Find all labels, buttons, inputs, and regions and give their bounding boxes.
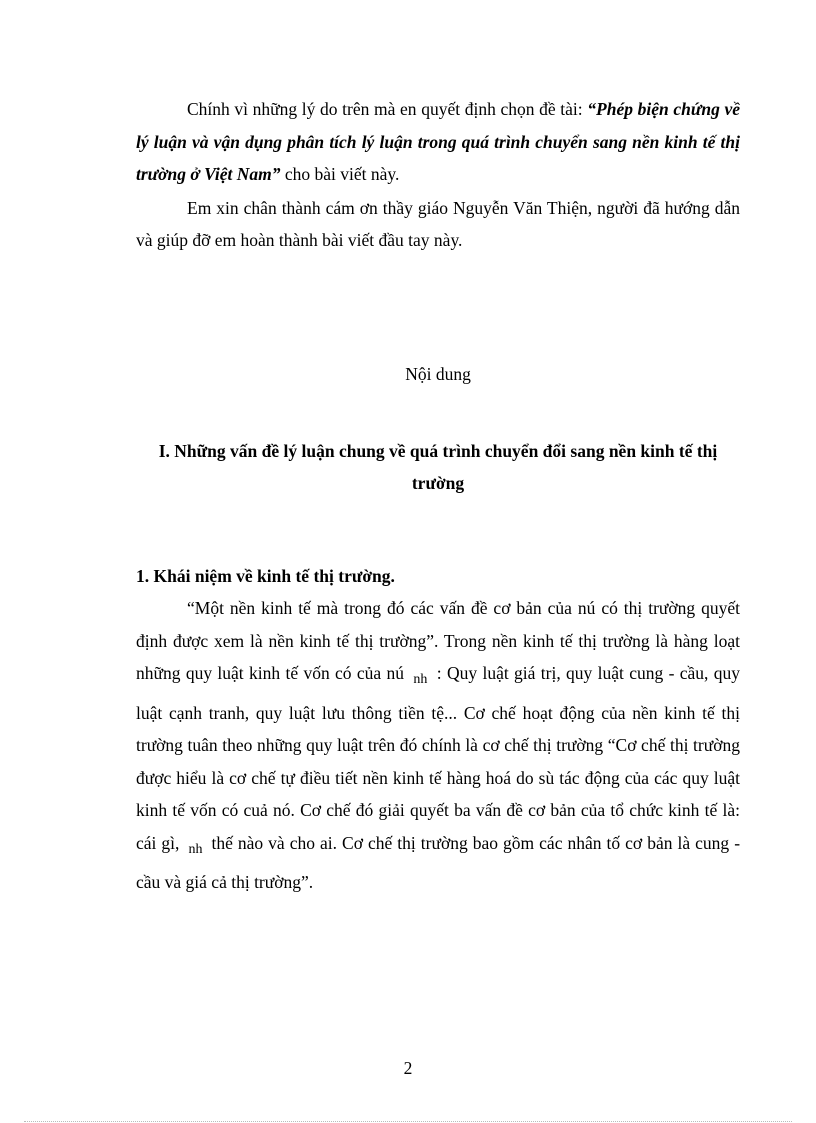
intro-paragraph-topic [136, 93, 740, 191]
thesis-title: “Phép biện chứng về lý luận và vận dụng phân tích lý luận trong quá trình chuyển sang nền kinh tế thị trường ở Việt Nam” [136, 99, 740, 184]
subsection-heading: 1. Khái niệm về kinh tế thị trường. [136, 566, 395, 586]
page-bottom-divider [24, 1121, 792, 1122]
intro-section [136, 93, 740, 257]
intro-text-end: cho bài viết này. [280, 164, 400, 184]
body-text-2: : Quy luật giá trị, quy luật cung - cầu, quy luật cạnh tranh, quy luật lưu thông tiền tệ... Cơ chế hoạt động của nền kinh tế thị trường tuân theo những quy luật trên đó chính là cơ chế thị trường “Cơ chế thị trường được hiểu là cơ chế tự điều tiết nền kinh tế hàng hoá do sù tác động của các quy luật kinh tế vốn có cuả nó. Cơ chế đó giải quyết ba vấn đề cơ bản của tổ chức kinh tế là: cái gì, [136, 663, 741, 853]
body-paragraph [136, 592, 740, 899]
content-heading: Nội dung [405, 364, 471, 384]
subscript-note-2: nh [188, 841, 203, 857]
body-section [136, 592, 740, 899]
intro-text: Chính vì những lý do trên mà en quyết định chọn đề tài: [187, 99, 588, 119]
body-text-3: thế nào và cho ai. Cơ chế thị trường bao gồm các nhân tố cơ bản là cung - cầu và giá cả thị trường”. [136, 832, 741, 892]
intro-paragraph-thanks: Em xin chân thành cám ơn thầy giáo Nguyễn Văn Thiện, người đã hướng dẫn và giúp đỡ em hoàn thành bài viết đầu tay này. [136, 197, 740, 250]
subscript-note-1: nh [413, 672, 428, 687]
body-text-1: “Một nền kinh tế mà trong đó các vấn đề cơ bản của nú có thị trường quyết định được xem là nền kinh tế thị trường”. Trong nền kinh tế thị trường là hàng loạt những quy luật kinh tế vốn có của nú [136, 598, 740, 683]
section-heading: I. Những vấn đề lý luận chung về quá trình chuyển đổi sang nền kinh tế thị trường [158, 441, 718, 493]
page-number: 2 [403, 1058, 413, 1078]
